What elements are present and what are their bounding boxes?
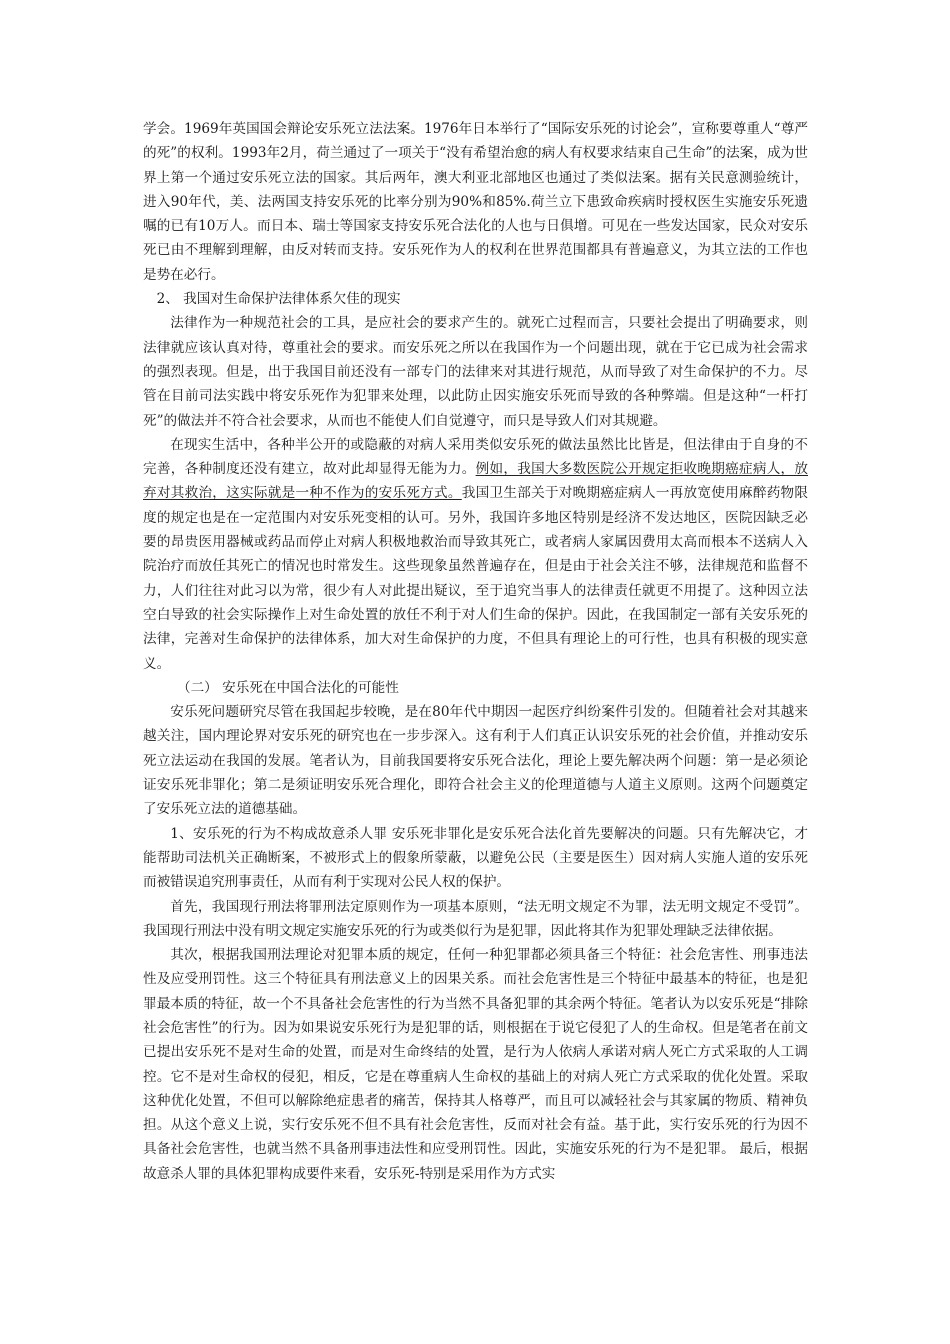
paragraph-second: 其次，根据我国刑法理论对犯罪本质的规定，任何一种犯罪都必须具备三个特征：社会危害性、刑事违法性及应受刑罚性。这三个特征具有刑法意义上的因果关系。而社会危害性是三个特征中最基本的特征，也是犯罪最本质的特征，故一个不具备社会危害性的行为当然不具备犯罪的其余两个特征。笔者认为以安乐死是“排除社会危害性”的行为。因为如果说安乐死行为是犯罪的话，则根据在于说它侵犯了人的生命权。但是笔者在前文已提出安乐死不是对生命的处置，而是对生命终结的处置，是行为人依病人承诺对病人死亡方式采取的人工调控。它不是对生命权的侵犯，相反，它是在尊重病人生命权的基础上的对病人死亡方式采取的优化处置。采取这种优化处置，不但可以解除绝症患者的痛苦，保持其人格尊严，而且可以减轻社会与其家属的物质、精神负担。从这个意义上说，实行安乐死不但不具有社会危害性，反而对社会有益。基于此，实行安乐死的行为因不具备社会危害性，也就当然不具备刑事违法性和应受刑罚性。因此，实施安乐死的行为不是犯罪。 最后，根据故意杀人罪的具体犯罪构成要件来看，安乐死-特别是采用作为方式实 [143, 947, 808, 1182]
reality-text-before: 在现实生活中，各种半公开的或隐蔽的对病人采用类似安乐死的做法虽然比比皆是，但法律由于自身的不完善，各种制度还没有建立，故对此却显得无能为力。 [143, 436, 808, 478]
paragraph-reality [143, 433, 808, 676]
underlined-example: 例如，我国大多数医院公开规定拒收晚期癌症病人，放弃对其救治，这实际就是一种不作为的安乐死方式。 [143, 461, 809, 502]
paragraph-research: 安乐死问题研究尽管在我国起步较晚，是在80年代中期因一起医疗纠纷案件引发的。但随着社会对其越来越关注，国内理论界对安乐死的研究也在一步步深入。这有利于人们真正认识安乐死的社会价值，并推动安乐死立法运动在我国的发展。笔者认为，目前我国要将安乐死合法化，理论上要先解决两个问题：第一是必须论证安乐死非罪化；第二是须证明安乐死合理化，即符合社会主义的伦理道德与人道主义原则。这两个问题奠定了安乐死立法的道德基础。 [143, 704, 808, 818]
section-heading-legalization: （二） 安乐死在中国合法化的可能性 [177, 679, 399, 696]
reality-text-after: 我国卫生部关于对晚期癌症病人一再放宽使用麻醉药物限度的规定也是在一定范围内对安乐死变相的认可。另外，我国许多地区特别是经济不发达地区，医院因缺乏必要的昂贵医用器械或药品而停止对病人积极地救治而导致其死亡，或者病人家属因费用太高而根本不送病人入院治疗而放任其死亡的情况也时常发生。这些现象虽然普遍存在，但是由于社会关注不够，法律规范和监督不力，人们往往对此习以为常，很少有人对此提出疑议，至于追究当事人的法律责任就更不用提了。这种因立法空白导致的社会实际操作上对生命处置的放任不利于对人们生命的保护。因此，在我国制定一部有关安乐死的法律，完善对生命保护的法律体系，加大对生命保护的力度，不但具有理论上的可行性，也具有积极的现实意义。 [143, 485, 809, 672]
paragraph-history: 学会。1969年英国国会辩论安乐死立法法案。1976年日本举行了“国际安乐死的讨论会”，宣称要尊重人“尊严的死”的权利。1993年2月，荷兰通过了一项关于“没有希望治愈的病人有权要求结束自己生命”的法案，成为世界上第一个通过安乐死立法的国家。其后两年，澳大利亚北部地区也通过了类似法案。据有关民意测验统计，进入90年代，美、法两国支持安乐死的比率分别为90%和85%.荷兰立下患致命疾病时授权医生实施安乐死遗嘱的已有10万人。而日本、瑞士等国家支持安乐死合法化的人也与日俱增。可见在一些发达国家，民众对安乐死已由不理解到理解，由反对转而支持。安乐死作为人的权利在世界范围都具有普遍意义，为其立法的工作也是势在必行。 [143, 121, 808, 283]
document-page [143, 117, 808, 1186]
paragraph-law-society: 法律作为一种规范社会的工具，是应社会的要求产生的。就死亡过程而言，只要社会提出了明确要求，则法律就应该认真对待，尊重社会的要求。而安乐死之所以在我国作为一个问题出现，就在于它已成为社会需求的强烈表现。但是，出于我国目前还没有一部专门的法律来对其进行规范，从而导致了对生命保护的不力。尽管在目前司法实践中将安乐死作为犯罪来处理，以此防止因实施安乐死而导致的各种弊端。但是这种“一杆打死”的做法并不符合社会要求，从而也不能使人们自觉遵守，而只是导致人们对其规避。 [143, 315, 808, 429]
paragraph-not-murder: 1、安乐死的行为不构成故意杀人罪 安乐死非罪化是安乐死合法化首先要解决的问题。只有先解决它，才能帮助司法机关正确断案，不被形式上的假象所蒙蔽，以避免公民（主要是医生）因对病人实施人道的安乐死而被错误追究刑事责任，从而有利于实现对公民人权的保护。 [143, 825, 808, 891]
paragraph-first: 首先，我国现行刑法将罪刑法定原则作为一项基本原则，“法无明文规定不为罪，法无明文规定不受罚”。我国现行刑法中没有明文规定实施安乐死的行为或类似行为是犯罪，因此将其作为犯罪处理缺乏法律依据。 [143, 898, 808, 939]
section-heading-2: 2、 我国对生命保护法律体系欠佳的现实 [156, 291, 401, 308]
